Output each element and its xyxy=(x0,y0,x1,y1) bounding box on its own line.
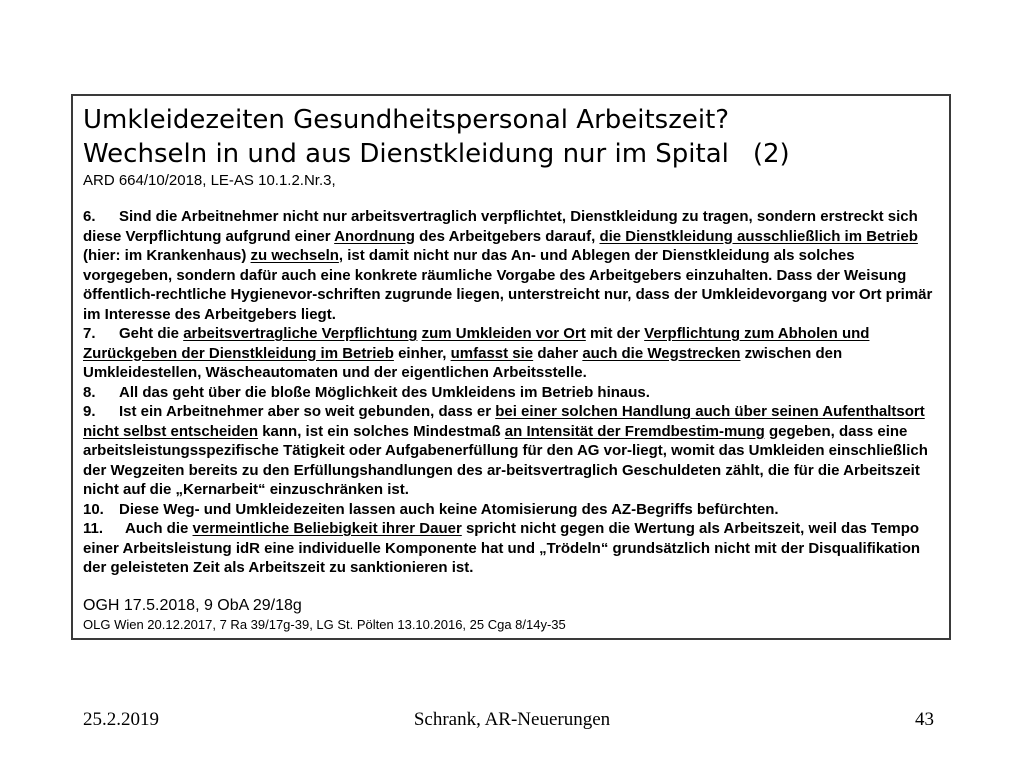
underlined-text: arbeitsvertragliche Verpflichtung xyxy=(183,325,418,342)
title-line-2 xyxy=(83,137,945,171)
title-line-2-text: Wechseln in und aus Dienstkleidung nur im Spital xyxy=(83,139,729,169)
reference-line: ARD 664/10/2018, LE-AS 10.1.2.Nr.3, xyxy=(83,172,336,189)
underlined-text: zu wechseln xyxy=(250,247,339,264)
title-line-1: Umkleidezeiten Gesundheitspersonal Arbeitszeit? xyxy=(83,105,730,135)
source-citation: OGH 17.5.2018, 9 ObA 29/18g xyxy=(83,596,302,614)
text: Ist ein Arbeitnehmer aber so weit gebunden, dass er xyxy=(119,403,496,420)
slide-content xyxy=(83,103,945,633)
text: Diese Weg- und Umkleidezeiten lassen auch keine Atomisierung des AZ-Begriffs befürchten. xyxy=(119,500,779,518)
footer-date: 25.2.2019 xyxy=(83,709,159,730)
underlined-text: auch die Wegstrecken xyxy=(582,344,741,362)
footer-author-title: Schrank, AR-Neuerungen xyxy=(413,709,611,730)
text: All das geht über die bloße Möglichkeit des Umkleidens im Betrieb hinaus. xyxy=(119,383,650,401)
paragraph-number: 6. xyxy=(83,208,96,225)
paragraph-number: 11. xyxy=(83,520,104,537)
underlined-text: Verpflichtung zum Abholen und Zurückgeben der Dienstkleidung im Betrieb xyxy=(83,325,870,362)
paragraph-number: 7. xyxy=(83,325,96,342)
text: Geht die xyxy=(119,325,184,342)
underlined-text: an Intensität der Fremdbestim-mung xyxy=(504,422,765,440)
page-number: 43 xyxy=(915,709,934,730)
title-number: (2) xyxy=(752,139,790,169)
underlined-text: umfasst sie xyxy=(450,344,534,362)
text: Sind die Arbeitnehmer nicht nur arbeitsvertraglich verpflichtet, Dienstkleidung zu tragen, sondern erstreckt sich diese Verpflichtung aufgrund einer xyxy=(83,208,918,245)
text: (hier: im Krankenhaus) xyxy=(83,247,251,264)
underlined-text: die Dienstkleidung ausschließlich im Betrieb xyxy=(599,227,918,245)
text: einher, xyxy=(393,344,451,362)
paragraph-number: 9. xyxy=(83,403,96,420)
slide-title xyxy=(83,103,945,171)
paragraph-10 xyxy=(83,500,945,520)
paragraph-7 xyxy=(83,324,945,383)
text: des Arbeitgebers darauf, xyxy=(414,227,600,245)
underlined-text: Anordnung xyxy=(334,227,415,245)
paragraph-11 xyxy=(83,519,945,578)
lower-court-citation: OLG Wien 20.12.2017, 7 Ra 39/17g-39, LG St. Pölten 13.10.2016, 25 Cga 8/14y-35 xyxy=(83,616,566,632)
text: , ist damit nicht nur das An- und Ablegen der Dienstkleidung als solches vorgegeben, sondern dafür auch eine konkrete räumliche Vorgabe des Arbeitgebers einzuhalten. Dass der Weisung öffentlich-rechtliche Hygienevor-schriften zugrunde liegen, unterstreicht nur, dass der Umkleidevorgang vor Ort primär im Interesse des Arbeitgebers liegt. xyxy=(83,247,933,323)
paragraph-number: 8. xyxy=(83,383,96,401)
paragraph-6 xyxy=(83,207,945,324)
underlined-text: zum Umkleiden vor Ort xyxy=(421,325,586,342)
paragraph-9 xyxy=(83,402,945,500)
text: kann, ist ein solches Mindestmaß xyxy=(258,422,505,440)
underlined-text: bei einer solchen Handlung auch über seinen Aufenthaltsort nicht selbst entscheiden xyxy=(83,403,925,440)
text: mit der xyxy=(585,325,645,342)
text: Auch die xyxy=(125,520,193,537)
text: spricht nicht gegen die Wertung als Arbeitszeit, weil das Tempo einer Arbeitsleistung idR eine individuelle Komponente hat und „Trödeln“ grundsätzlich nicht mit der Disqualifikation der geleisteten Zeit als Arbeitszeit zu sanktionieren ist. xyxy=(83,520,921,576)
paragraph-8 xyxy=(83,383,945,403)
underlined-text: vermeintliche Beliebigkeit ihrer Dauer xyxy=(192,520,462,537)
text: gegeben, dass eine arbeitsleistungsspezifische Tätigkeit oder Aufgabenerfüllung für den AG vor-liegt, womit das Umkleiden einschließlich der Wegzeiten bereits zu den Erfüllungshandlungen des ar-beitsvertraglich Geschuldeten zählt, die für die Arbeitszeit nicht auf die „Kernarbeit“ einzuschränken ist. xyxy=(83,422,928,498)
paragraph-number: 10. xyxy=(83,500,104,518)
text: zwischen den Umkleidestellen, Wäscheautomaten und der eigentlichen Arbeitsstelle. xyxy=(83,344,843,381)
text: daher xyxy=(533,344,583,362)
